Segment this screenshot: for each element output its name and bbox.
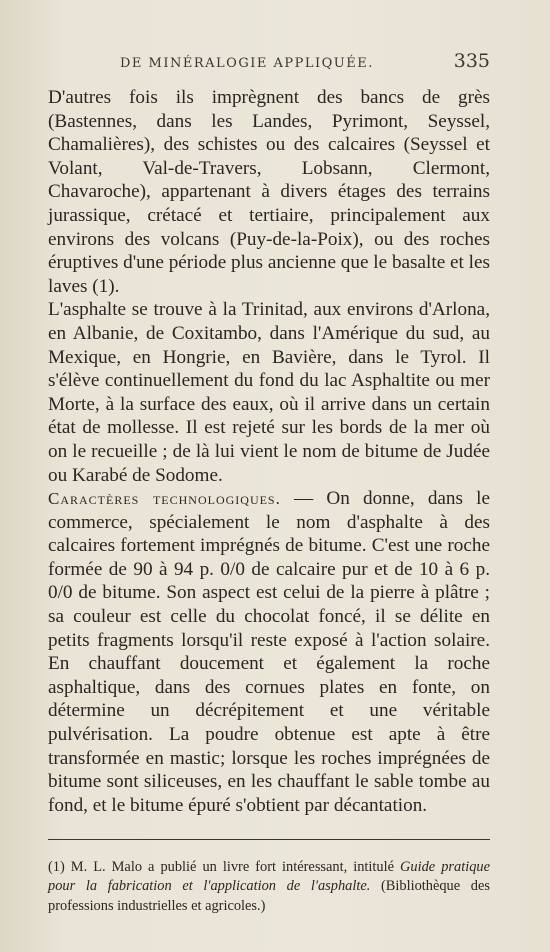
body-text [48, 86, 490, 817]
footnote-rule [48, 839, 490, 840]
footnote-tail: (Bibliothèque des professions industrielles et agricoles.) [48, 878, 490, 914]
paragraph-locations: L'asphalte se trouve à la Trinitad, aux environs d'Arlona, en Albanie, de Coxitambo, dans l'Amérique du sud, au Mexique, en Hongrie, en Bavière, dans le Tyrol. Il s'élève continuellement du fond du lac Asphaltite ou mer Morte, à la surface des eaux, où il arrive dans un certain état de mollesse. Il est rejeté sur les bords de la mer où on le recueille ; de là lui vient le nom de bitume de Judée ou Karabé de Sodome. [48, 299, 490, 486]
page-header [48, 48, 490, 78]
page-number: 335 [453, 50, 490, 72]
paragraph-deposits: D'autres fois ils imprègnent des bancs de grès (Bastennes, dans les Landes, Pyrimont, Seyssel, Chamalières), des schistes ou des calcaires (Seyssel et Volant, Val-de-Travers, Lobsann, Clermont, Chavaroche), appartenant à divers étages des terrains jurassique, crétacé et tertiaire, principalement aux environs des volcans (Puy-de-la-Poix), ou des roches éruptives d'une période plus ancienne que le basalte et les laves (1). [48, 87, 490, 297]
footnote-lead: (1) M. L. Malo a publié un livre fort intéressant, intitulé [48, 859, 401, 875]
footnote [48, 858, 490, 916]
section-text: — On donne, dans le commerce, spécialement le nom d'asphalte à des calcaires fortement imprégnés de bitume. C'est une roche formée de 90 à 94 p. 0/0 de calcaire pur et de 10 à 6 p. 0/0 de bitume. Son aspect est celui de la pierre à plâtre ; sa couleur est celle du chocolat foncé, il se délite en petits fragments lorsqu'il reste exposé à l'action solaire. En chauffant doucement et également la roche asphaltique, dans des cornues plates en fonte, on détermine un décrépitement et une véritable pulvérisation. La poudre obtenue est apte à être transformée en mastic; lorsque les roches imprégnées de bitume sont siliceuses, en les chauffant le sable tombe au fond, et le bitume épuré s'obtient par décantation. [48, 488, 490, 816]
running-title: DE MINÉRALOGIE APPLIQUÉE. [120, 56, 374, 71]
paragraph-technological-characteristics [48, 487, 490, 817]
section-label: Caractères technologiques. [48, 489, 281, 509]
footnote-book-title: Guide pratique pour la fabrication et l'application de l'asphalte. [48, 859, 490, 895]
